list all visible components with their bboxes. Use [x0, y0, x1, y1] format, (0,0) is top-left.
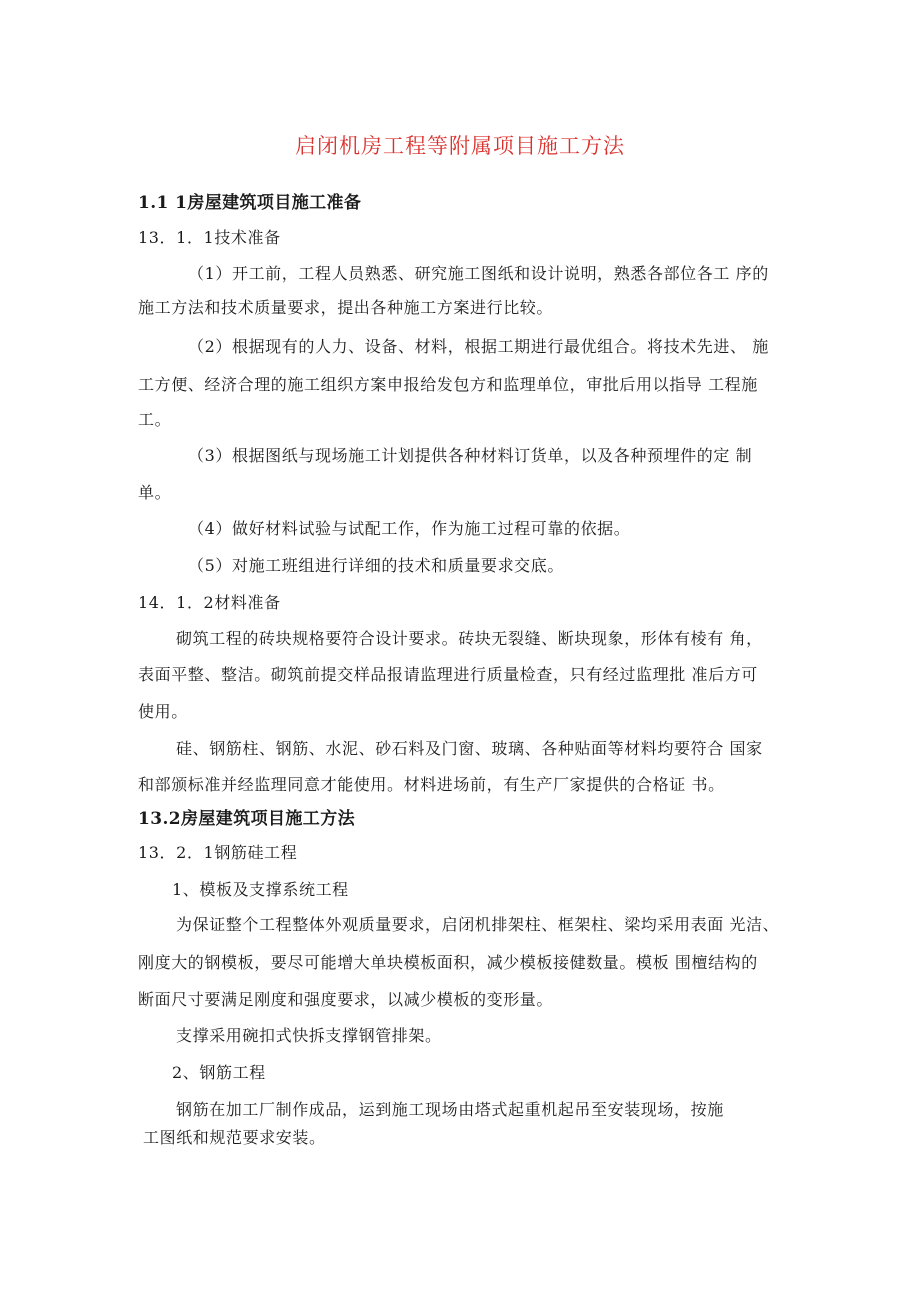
paragraph-line: （1）开工前，工程人员熟悉、研究施工图纸和设计说明，熟悉各部位各工 序的 [188, 264, 769, 283]
sub-heading-rebar: 2、钢筋工程 [172, 1063, 266, 1082]
paragraph-line: 断面尺寸要满足刚度和强度要求，以减少模板的变形量。 [138, 990, 554, 1009]
paragraph-line: 刚度大的钢模板，要尽可能增大单块模板面积，减少模板接健数量。模板 围檀结构的 [138, 953, 758, 972]
subsection-heading-material-prep: 14．1．2材料准备 [138, 593, 281, 612]
paragraph-line: 砌筑工程的砖块规格要符合设计要求。砖块无裂缝、断块现象，形体有棱有 角， [176, 629, 763, 648]
paragraph-line: 使用。 [138, 702, 188, 721]
paragraph-line: 钢筋在加工厂制作成品，运到施工现场由塔式起重机起吊至安装现场，按施 [176, 1100, 724, 1119]
paragraph-line: 硅、钢筋柱、钢筋、水泥、砂石料及门窗、玻璃、各种贴面等材料均要符合 国家 [176, 739, 763, 758]
sub-heading-formwork: 1、模板及支撑系统工程 [172, 880, 349, 899]
document-title: 启闭机房工程等附属项目施工方法 [295, 134, 625, 158]
paragraph-line: （3）根据图纸与现场施工计划提供各种材料订货单，以及各种预埋件的定 制 [188, 446, 753, 465]
section-heading-13-2: 13.2房屋建筑项目施工方法 [138, 809, 356, 829]
paragraph-line: 工图纸和规范要求安装。 [143, 1128, 326, 1147]
subsection-heading-technical-prep: 13．1．1技术准备 [138, 228, 281, 247]
paragraph-line: 支撑采用碗扣式快拆支撑钢管排架。 [176, 1026, 442, 1045]
paragraph-line: 表面平整、整洁。砌筑前提交样品报请监理进行质量检查，只有经过监理批 准后方可 [138, 665, 758, 684]
paragraph-line: 单。 [138, 483, 172, 502]
paragraph-line: 施工方法和技术质量要求，提出各种施工方案进行比较。 [138, 298, 554, 317]
paragraph-line: 工方便、经济合理的施工组织方案申报给发包方和监理单位，审批后用以指导 工程施 [138, 375, 758, 394]
paragraph-line: 和部颁标准并经监理同意才能使用。材料进场前，有生产厂家提供的合格证 书。 [138, 775, 725, 794]
paragraph-line: 为保证整个工程整体外观质量要求，启闭机排架柱、框架柱、梁均采用表面 光洁、 [176, 915, 780, 934]
paragraph-line: 工。 [138, 410, 172, 429]
paragraph-line: （5）对施工班组进行详细的技术和质量要求交底。 [188, 556, 564, 575]
paragraph-line: （4）做好材料试验与试配工作，作为施工过程可靠的依据。 [188, 519, 631, 538]
section-heading-1-1: 1.1 1房屋建筑项目施工准备 [138, 193, 362, 213]
paragraph-line: （2）根据现有的人力、设备、材料，根据工期进行最优组合。将技术先进、 施 [188, 337, 769, 356]
subsection-heading-rebar-concrete: 13．2．1钢筋硅工程 [138, 843, 298, 862]
